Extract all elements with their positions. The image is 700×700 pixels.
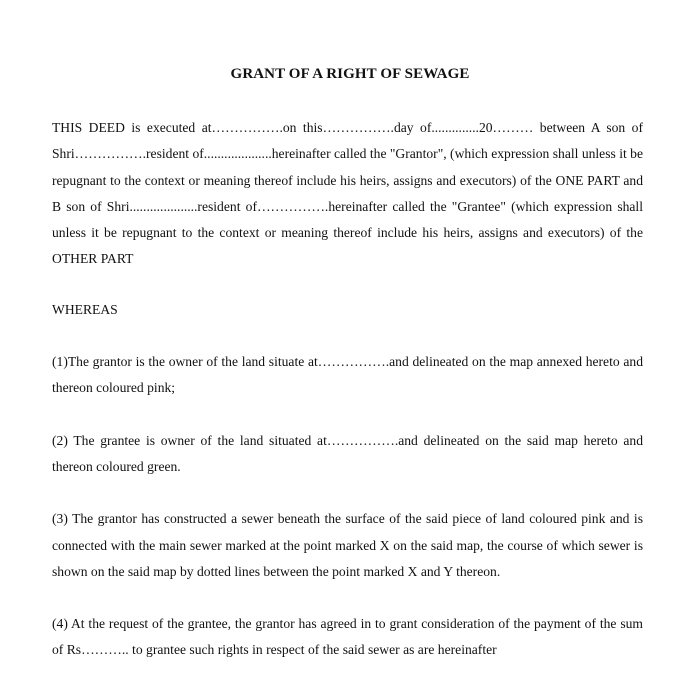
paragraph-recital-1: (1)The grantor is the owner of the land situate at…………….and delineated on the map annexed hereto and thereon coloured pink; — [52, 354, 643, 396]
paragraph-recital-2: (2) The grantee is owner of the land situated at…………….and delineated on the said map hereto and thereon coloured green. — [52, 432, 643, 474]
paragraph-deed-intro: THIS DEED is executed at…………….on this…………….day of..............20……… between A son of Shri…………….resident of....................hereinafter called the "Grantor", (which expression shall unless it be repugnant to the context or meaning thereof include his heirs, assigns and executors) of the ONE PART and B son of Shri....................resident of…………….hereinafter called the "Grantee" (which expression shall unless it be repugnant to the context or meaning thereof include his heirs, assigns and executors) of the OTHER PART — [52, 120, 643, 267]
paragraph-recital-4: (4) At the request of the grantee, the grantor has agreed in to grant consideration of the payment of the sum of Rs……….. to grantee such rights in respect of the said sewer as are hereinafter — [52, 616, 643, 658]
document-body — [52, 115, 643, 664]
paragraph-whereas: WHEREAS — [52, 301, 118, 317]
document-title: GRANT OF A RIGHT OF SEWAGE — [230, 66, 470, 82]
paragraph-recital-3: (3) The grantor has constructed a sewer beneath the surface of the said piece of land coloured pink and is connected with the main sewer marked at the point marked X on the said map, the course of which sewer is shown on the said map by dotted lines between the point marked X and Y thereon. — [52, 511, 643, 579]
